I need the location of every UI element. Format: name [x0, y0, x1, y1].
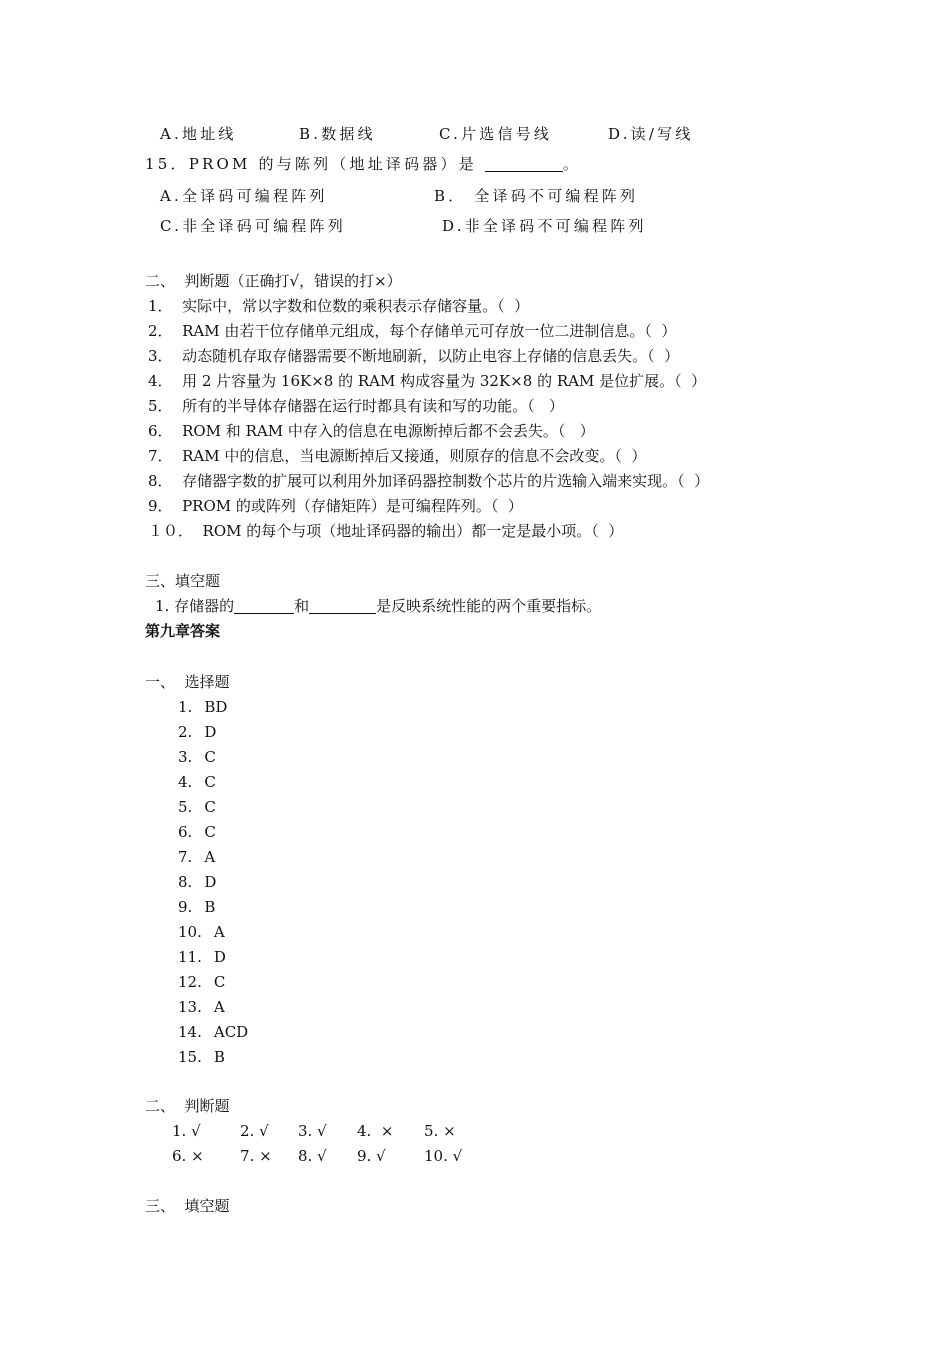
choice-answer-number: 3.: [178, 748, 193, 766]
fill-q1-prefix: 1. 存储器的: [155, 597, 235, 615]
choice-answer-number: 1.: [178, 698, 193, 716]
choice-answer-number: 4.: [178, 773, 193, 791]
choice-answer-item: [178, 897, 215, 917]
judge-heading: 二、 判断题（正确打√，错误的打×）: [145, 272, 402, 290]
choice-answer-value: B: [213, 1048, 225, 1066]
question-end: 。: [562, 155, 582, 173]
judge-item-9: 9． PROM 的或阵列（存储矩阵）是可编程阵列。（ ）: [148, 497, 523, 515]
judge-answer-item: 3. √: [298, 1122, 327, 1140]
choice-answer-value: D: [213, 948, 226, 966]
q15-option-d: D.非全译码不可编程阵列: [442, 217, 647, 235]
judge-item-10: １０． ROM 的每个与项（地址译码器的输出）都一定是最小项。（ ）: [148, 522, 624, 540]
choice-answer-value: D: [204, 873, 217, 891]
choice-answer-number: 6.: [178, 823, 193, 841]
judge-answer-item: 4. ×: [357, 1122, 394, 1140]
q14-option-c: C.片选信号线: [439, 125, 553, 143]
choice-answer-value: B: [204, 898, 216, 916]
choice-answer-value: ACD: [213, 1023, 249, 1041]
answers-title: 第九章答案: [145, 622, 221, 640]
choice-answer-item: [178, 1047, 225, 1067]
choice-answer-number: 9.: [178, 898, 193, 916]
judge-item-5: 5． 所有的半导体存储器在运行时都具有读和写的功能。（ ）: [148, 397, 564, 415]
q14-option-a: A.地址线: [160, 125, 237, 143]
answer-blank: [309, 597, 376, 614]
judge-item-2: 2． RAM 由若干位存储单元组成，每个存储单元可存放一位二进制信息。（ ）: [148, 322, 677, 340]
judge-item-8: 8． 存储器字数的扩展可以利用外加译码器控制数个芯片的片选输入端来实现。（ ）: [148, 472, 710, 490]
choice-answer-value: A: [213, 998, 225, 1016]
judge-answer-item: 1. √: [172, 1122, 201, 1140]
question-number: 15．: [145, 155, 189, 173]
choice-answer-value: BD: [204, 698, 228, 716]
answers-choice-heading: 一、 选择题: [145, 673, 230, 691]
fill-heading: 三、填空题: [145, 572, 221, 590]
choice-answer-number: 10.: [178, 923, 202, 941]
judge-answer-item: 10. √: [424, 1147, 463, 1165]
judge-answer-item: 8. √: [298, 1147, 327, 1165]
fill-q1-middle: 和: [294, 597, 310, 615]
choice-answer-item: [178, 847, 215, 867]
fill-question-1: [155, 596, 601, 616]
judge-item-1: 1． 实际中，常以字数和位数的乘积表示存储容量。（ ）: [148, 297, 530, 315]
choice-answer-value: C: [204, 748, 216, 766]
choice-answer-number: 11.: [178, 948, 202, 966]
choice-answer-item: [178, 722, 216, 742]
choice-answer-value: C: [204, 798, 216, 816]
answer-blank: [234, 597, 294, 614]
judge-answer-item: 2. √: [240, 1122, 269, 1140]
choice-answer-number: 12.: [178, 973, 202, 991]
judge-item-3: 3． 动态随机存取存储器需要不断地刷新，以防止电容上存储的信息丢失。（ ）: [148, 347, 680, 365]
choice-answer-item: [178, 797, 216, 817]
choice-answer-value: C: [204, 823, 216, 841]
choice-answer-item: [178, 772, 216, 792]
choice-answer-item: [178, 697, 227, 717]
q14-option-d: D.读/写线: [608, 125, 694, 143]
answer-blank: [485, 155, 563, 172]
choice-answer-item: [178, 872, 216, 892]
choice-answer-item: [178, 747, 216, 767]
choice-answer-number: 5.: [178, 798, 193, 816]
choice-answer-number: 13.: [178, 998, 202, 1016]
q15-option-b: B． 全译码不可编程阵列: [434, 187, 639, 205]
fill-q1-suffix: 是反映系统性能的两个重要指标。: [376, 597, 602, 615]
judge-item-6: 6． ROM 和 RAM 中存入的信息在电源断掉后都不会丢失。（ ）: [148, 422, 595, 440]
answers-fill-heading: 三、 填空题: [145, 1197, 230, 1215]
choice-answer-value: A: [204, 848, 216, 866]
choice-answer-item: [178, 1022, 248, 1042]
choice-answer-number: 7.: [178, 848, 193, 866]
choice-answer-item: [178, 972, 225, 992]
judge-item-7: 7． RAM 中的信息，当电源断掉后又接通，则原存的信息不会改变。（ ）: [148, 447, 647, 465]
choice-answer-number: 15.: [178, 1048, 202, 1066]
choice-answer-item: [178, 922, 225, 942]
judge-answer-item: 5. ×: [424, 1122, 456, 1140]
choice-answer-value: D: [204, 723, 217, 741]
question-15: [145, 154, 581, 174]
choice-answer-number: 14.: [178, 1023, 202, 1041]
choice-answer-number: 2.: [178, 723, 193, 741]
choice-answer-value: C: [204, 773, 216, 791]
choice-answer-number: 8.: [178, 873, 193, 891]
judge-item-4: 4． 用 2 片容量为 16K×8 的 RAM 构成容量为 32K×8 的 RAM 是位扩展。（ ）: [148, 372, 707, 390]
q14-option-b: B.数据线: [299, 125, 376, 143]
judge-answer-item: 7. ×: [240, 1147, 272, 1165]
choice-answer-item: [178, 947, 226, 967]
question-stem: PROM 的与陈列（地址译码器）是: [188, 155, 477, 173]
choice-answer-value: A: [213, 923, 225, 941]
choice-answer-value: C: [213, 973, 226, 991]
judge-answer-item: 9. √: [357, 1147, 386, 1165]
choice-answer-item: [178, 822, 216, 842]
choice-answer-item: [178, 997, 225, 1017]
answers-judge-heading: 二、 判断题: [145, 1097, 230, 1115]
q15-option-c: C.非全译码可编程阵列: [160, 217, 346, 235]
q15-option-a: A.全译码可编程阵列: [160, 187, 328, 205]
judge-answer-item: 6. ×: [172, 1147, 204, 1165]
